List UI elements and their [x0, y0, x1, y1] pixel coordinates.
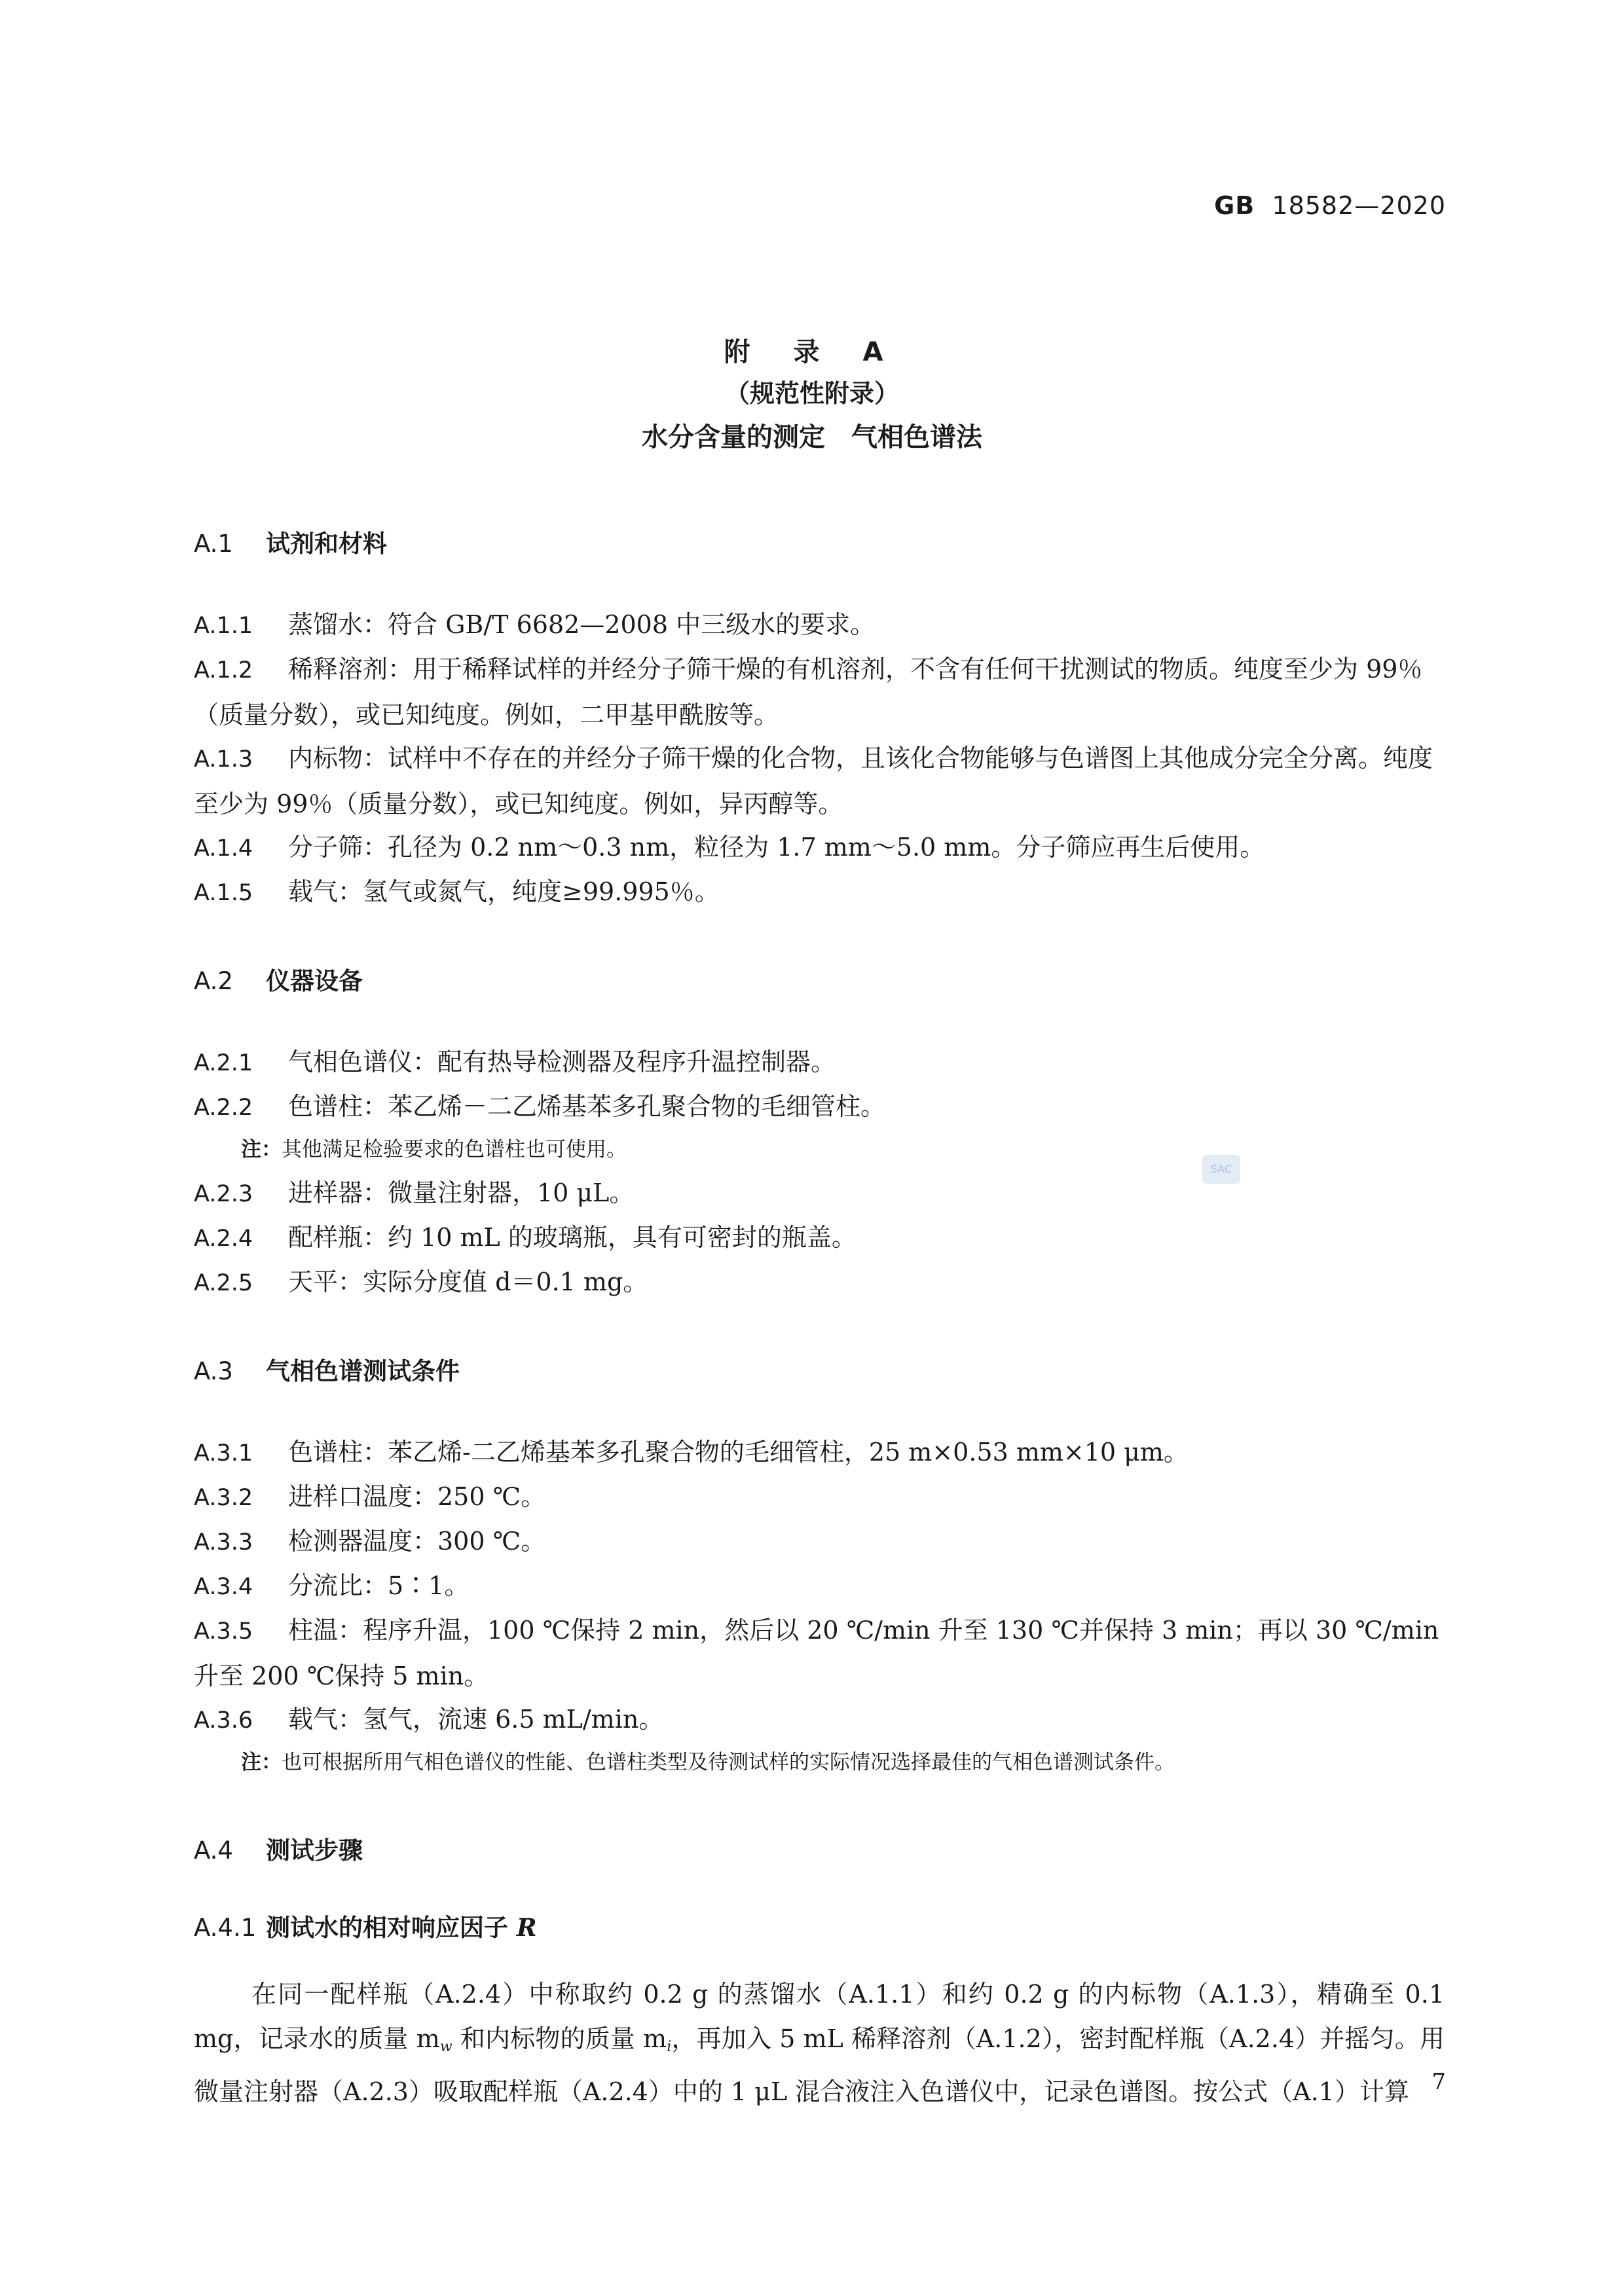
clause-a1-1: A.1.1 蒸馏水：符合 GB/T 6682—2008 中三级水的要求。 — [194, 610, 876, 639]
clause-a3-1: A.3.1 色谱柱：苯乙烯-二乙烯基苯多孔聚合物的毛细管柱，25 m×0.53 mm×10 μm。 — [194, 1438, 1189, 1467]
section-heading-a3: A.3 气相色谱测试条件 — [194, 1357, 460, 1385]
clause-a2-4: A.2.4 配样瓶：约 10 mL 的玻璃瓶，具有可密封的瓶盖。 — [194, 1223, 857, 1252]
clause-a3-3: A.3.3 检测器温度：300 ℃。 — [194, 1527, 546, 1556]
clause-a1-5: A.1.5 载气：氢气或氮气，纯度≥99.995％。 — [194, 877, 720, 906]
standard-number: 18582—2020 — [1272, 191, 1446, 220]
clause-a1-3: A.1.3 内标物：试样中不存在的并经分子筛干燥的化合物，且该化合物能够与色谱图上其他成分完全分离。纯度至少为 99％（质量分数），或已知纯度。例如，异丙醇等。 — [194, 744, 1433, 818]
section-heading-a2: A.2 仪器设备 — [194, 967, 363, 995]
sac-watermark: SAC — [1202, 1155, 1240, 1184]
standard-prefix: GB — [1214, 191, 1255, 220]
clause-a1-4: A.1.4 分子筛：孔径为 0.2 nm～0.3 nm，粒径为 1.7 mm～5.0 mm。分子筛应再生后使用。 — [194, 833, 1265, 862]
clause-a2-2: A.2.2 色谱柱：苯乙烯－二乙烯基苯多孔聚合物的毛细管柱。 — [194, 1092, 886, 1121]
page-number: 7 — [1431, 2069, 1446, 2095]
clause-a3-5: A.3.5 柱温：程序升温，100 ℃保持 2 min，然后以 20 ℃/min 升至 130 ℃并保持 3 min；再以 30 ℃/min 升至 200 ℃保持 5 min。 — [194, 1616, 1439, 1690]
clause-a2-1: A.2.1 气相色谱仪：配有热导检测器及程序升温控制器。 — [194, 1048, 836, 1076]
section-heading-a4: A.4 测试步骤 — [194, 1836, 363, 1865]
note-a2: 注：其他满足检验要求的色谱柱也可使用。 — [241, 1138, 627, 1161]
clause-a3-4: A.3.4 分流比：5∶1。 — [194, 1571, 470, 1600]
clause-a2-5: A.2.5 天平：实际分度值 d＝0.1 mg。 — [194, 1267, 648, 1296]
section-heading-a1: A.1 试剂和材料 — [194, 530, 387, 558]
clause-a1-2: A.1.2 稀释溶剂：用于稀释试样的并经分子筛干燥的有机溶剂，不含有任何干扰测试的物质。纯度至少为 99％（质量分数），或已知纯度。例如，二甲基甲酰胺等。 — [194, 655, 1423, 729]
clause-a2-3: A.2.3 进样器：微量注射器，10 μL。 — [194, 1178, 635, 1207]
note-a3: 注：也可根据所用气相色谱仪的性能、色谱柱类型及待测试样的实际情况选择最佳的气相色谱测试条件。 — [241, 1751, 1175, 1774]
clause-a3-6: A.3.6 载气：氢气，流速 6.5 mL/min。 — [194, 1705, 664, 1734]
annex-title: 附 录 A — [724, 337, 900, 367]
annex-type: （规范性附录） — [724, 379, 899, 408]
clause-a3-2: A.3.2 进样口温度：250 ℃。 — [194, 1482, 546, 1511]
subsection-heading-a4-1: A.4.1 测试水的相对响应因子 R — [194, 1913, 537, 1942]
document-code — [1214, 191, 1446, 220]
procedure-paragraph: 在同一配样瓶（A.2.4）中称取约 0.2 g 的蒸馏水（A.1.1）和约 0.2 g 的内标物（A.1.3），精确至 0.1 mg，记录水的质量 $m_w$ 和内标物的质量 $m_i$，再加入 5 mL 稀释溶剂（A.1.2），密封配样瓶（A.2.4）并摇匀。用微量注射器（A.2.3）吸取配样瓶（A.2.4）中的 1 μL 混合液注入色谱仪中，记录色谱图。按公式（A.1）计算 — [194, 1980, 1445, 2106]
annex-name: 水分含量的测定 气相色谱法 — [642, 422, 982, 452]
